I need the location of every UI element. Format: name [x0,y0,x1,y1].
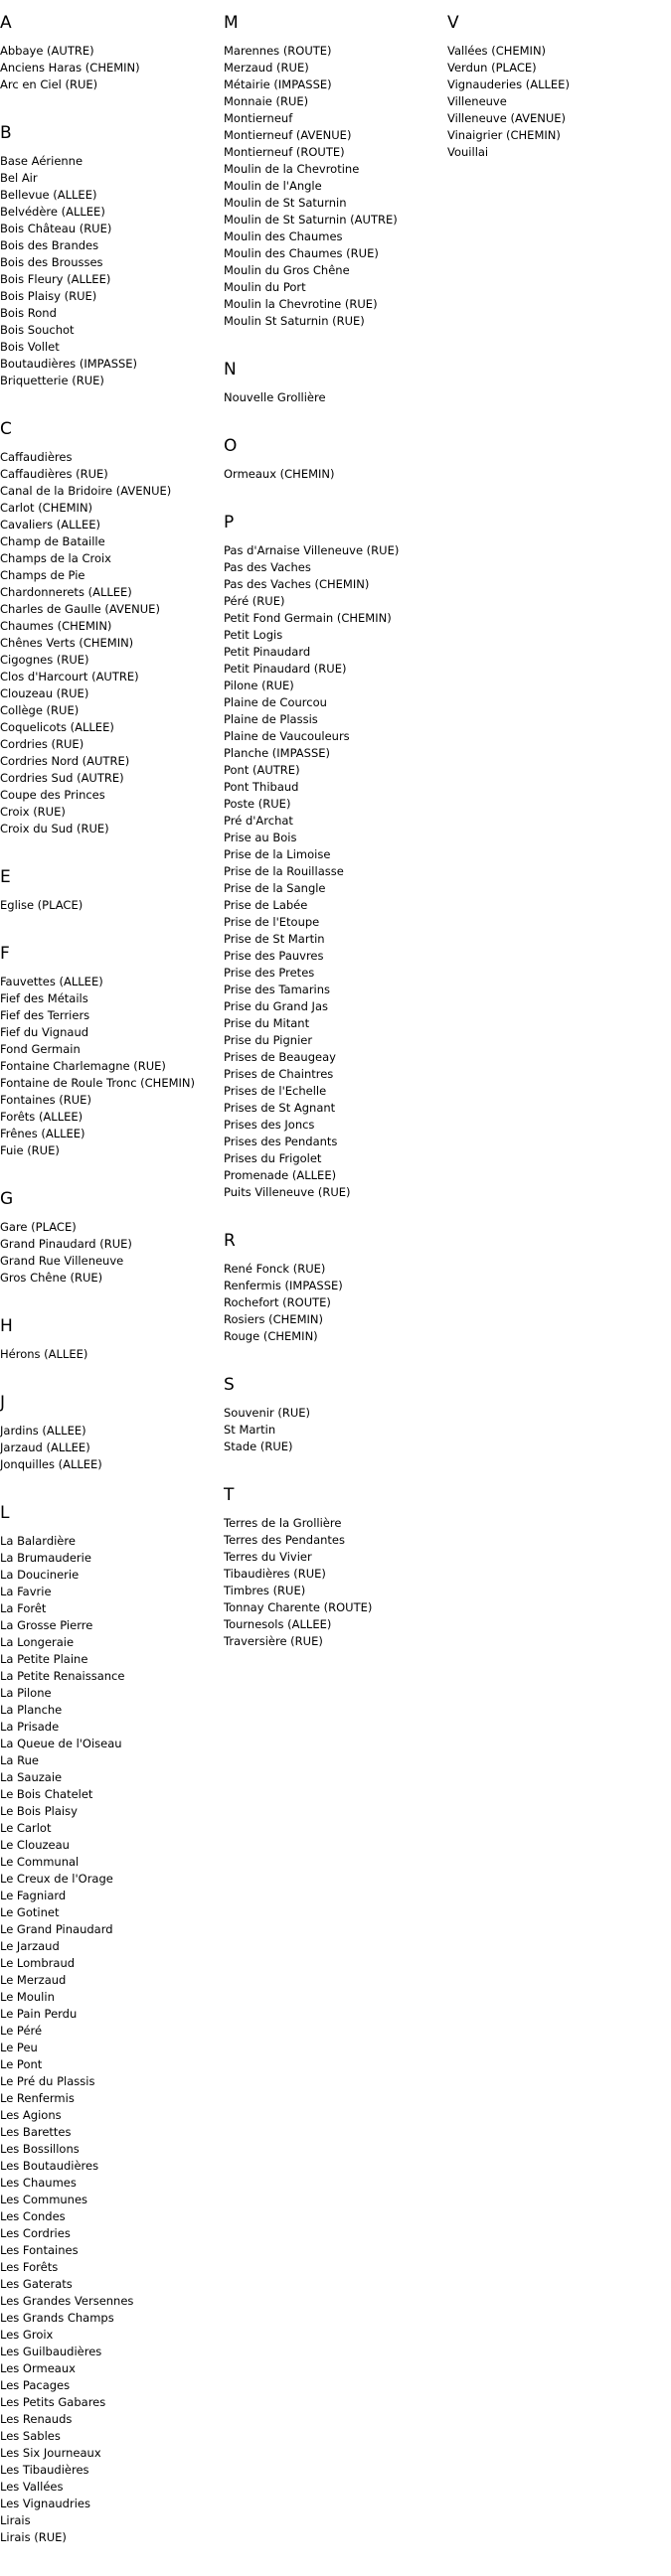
street-entry: Rouge (CHEMIN) [224,1329,318,1343]
street-entry: Tournesols (ALLEE) [224,1617,332,1631]
street-entry: Jarzaud (ALLEE) [0,1440,90,1454]
street-entry: Petit Pinaudard [224,645,311,659]
street-entry: Bois Plaisy (RUE) [0,289,97,303]
letter-group-f [0,944,219,1159]
street-entry: Gros Chêne (RUE) [0,1271,103,1285]
letter-heading: T [224,1485,235,1505]
street-entry: Monnaie (RUE) [224,94,309,108]
street-entry: Le Communal [0,1855,80,1869]
street-entry: Plaine de Vaucouleurs [224,729,350,743]
street-entry: Chaumes (CHEMIN) [0,619,112,633]
street-entry: Le Moulin [0,1990,55,2004]
letter-group-r [224,1231,442,1345]
street-entry: Champs de Pie [0,568,85,582]
street-entry: Cordries Sud (AUTRE) [0,771,124,785]
street-entry: Les Barettes [0,2125,72,2139]
street-entry: Bois des Brandes [0,238,99,252]
street-entry: Fief du Vignaud [0,1025,89,1039]
index-column-2 [224,13,442,1680]
street-entry: Cordries (RUE) [0,737,84,751]
street-entry: Les Agions [0,2108,62,2122]
street-entry: Canal de la Bridoire (AVENUE) [0,484,172,498]
street-entry: Les Guilbaudières [0,2345,102,2358]
street-entry: Le Pain Perdu [0,2007,78,2021]
street-entry: Souvenir (RUE) [224,1406,311,1420]
street-list [224,1405,442,1455]
street-entry: Gare (PLACE) [0,1220,77,1234]
street-entry: Moulin de St Saturnin (AUTRE) [224,213,398,227]
letter-group-n [224,360,442,406]
street-entry: Le Bois Plaisy [0,1804,78,1818]
street-entry: Bellevue (ALLEE) [0,188,97,202]
street-entry: Métairie (IMPASSE) [224,77,332,91]
street-entry: Les Cordries [0,2226,71,2240]
letter-heading: N [224,360,237,379]
street-entry: Villeneuve (AVENUE) [447,111,566,125]
street-entry: Jardins (ALLEE) [0,1424,86,1438]
street-entry: Montierneuf (ROUTE) [224,145,345,159]
street-entry: Pas des Vaches (CHEMIN) [224,577,370,591]
street-entry: Fontaine Charlemagne (RUE) [0,1059,166,1073]
letter-group-j [0,1393,219,1473]
street-entry: Les Vallées [0,2480,64,2494]
street-entry: Les Vignaudries [0,2497,90,2510]
street-entry: Le Peu [0,2041,38,2054]
street-entry: Les Condes [0,2209,66,2223]
street-entry: Moulin du Port [224,280,306,294]
street-entry: Péré (RUE) [224,594,285,608]
street-entry: Verdun (PLACE) [447,61,537,75]
street-entry: Petit Fond Germain (CHEMIN) [224,611,392,625]
street-entry: Fontaine de Roule Tronc (CHEMIN) [0,1076,195,1090]
street-entry: Prises des Pendants [224,1135,338,1148]
street-entry: Rochefort (ROUTE) [224,1295,331,1309]
street-list [224,389,442,406]
street-list [224,466,442,483]
street-entry: Moulin de l'Angle [224,179,322,193]
street-entry: Prises de St Agnant [224,1101,336,1115]
street-entry: Montierneuf (AVENUE) [224,128,352,142]
street-entry: Bois Fleury (ALLEE) [0,272,111,286]
street-entry: Prise du Pignier [224,1033,313,1047]
street-entry: Pont (AUTRE) [224,763,300,777]
letter-heading: A [0,13,12,33]
street-list [0,1219,219,1287]
street-entry: Poste (RUE) [224,797,291,811]
street-entry: Le Carlot [0,1821,52,1835]
street-entry: La Petite Renaissance [0,1669,125,1683]
street-entry: Prise au Bois [224,831,297,844]
letter-heading: M [224,13,239,33]
letter-heading: R [224,1231,236,1251]
street-entry: La Forêt [0,1601,47,1615]
street-list [0,974,219,1159]
street-entry: Bois Château (RUE) [0,222,112,235]
street-list [224,1261,442,1345]
street-entry: Vouillai [447,145,489,159]
letter-group-g [0,1189,219,1287]
letter-group-b [0,123,219,389]
index-column-3 [447,13,666,191]
street-entry: Les Gaterats [0,2277,73,2291]
street-entry: Terres du Vivier [224,1550,312,1564]
street-entry: Le Merzaud [0,1973,67,1987]
street-entry: Planche (IMPASSE) [224,746,331,760]
street-entry: La Rue [0,1753,39,1767]
street-entry: Puits Villeneuve (RUE) [224,1185,351,1199]
street-entry: La Balardière [0,1534,76,1548]
letter-heading: F [0,944,10,964]
street-entry: Vallées (CHEMIN) [447,44,547,58]
letter-group-c [0,419,219,837]
street-entry: Le Renfermis [0,2091,75,2105]
street-list [0,449,219,837]
street-entry: Renfermis (IMPASSE) [224,1279,343,1292]
street-entry: Bois Souchot [0,323,75,337]
street-entry: Eglise (PLACE) [0,898,84,912]
street-entry: Bois des Brousses [0,255,103,269]
street-entry: Moulin la Chevrotine (RUE) [224,297,378,311]
street-entry: Hérons (ALLEE) [0,1347,88,1361]
street-entry: Prises des Joncs [224,1118,315,1132]
street-entry: Coupe des Princes [0,788,105,802]
street-entry: La Brumauderie [0,1551,91,1565]
street-entry: Le Pont [0,2057,43,2071]
street-entry: Les Bossillons [0,2142,80,2156]
street-entry: La Queue de l'Oiseau [0,1737,122,1750]
street-entry: Cigognes (RUE) [0,653,89,667]
letter-group-e [0,867,219,914]
street-entry: Prises du Frigolet [224,1151,322,1165]
street-entry: Prises de l'Echelle [224,1084,327,1098]
street-entry: Tibaudières (RUE) [224,1567,326,1581]
street-entry: Les Grandes Versennes [0,2294,134,2308]
street-entry: Abbaye (AUTRE) [0,44,94,58]
street-entry: Grand Rue Villeneuve [0,1254,124,1268]
street-entry: Le Péré [0,2024,43,2038]
street-list [0,43,219,93]
letter-heading: G [0,1189,14,1209]
street-entry: Le Clouzeau [0,1838,70,1852]
street-list [0,1533,219,2546]
street-entry: Caffaudières (RUE) [0,467,108,481]
street-entry: Base Aérienne [0,154,84,168]
letter-group-v [447,13,666,161]
street-entry: Prise des Pretes [224,966,315,980]
index-column-1 [0,13,219,2576]
street-entry: Fontaines (RUE) [0,1093,91,1107]
street-entry: La Prisade [0,1720,60,1734]
street-entry: Grand Pinaudard (RUE) [0,1237,132,1251]
letter-heading: E [0,867,11,887]
street-entry: Carlot (CHEMIN) [0,501,93,515]
street-entry: Fief des Métails [0,991,88,1005]
letter-group-m [224,13,442,330]
street-entry: Marennes (ROUTE) [224,44,332,58]
street-entry: Terres des Pendantes [224,1533,345,1547]
street-entry: Briquetterie (RUE) [0,374,104,387]
street-entry: Lirais [0,2513,31,2527]
street-entry: Prise de Labée [224,898,308,912]
street-entry: Moulin St Saturnin (RUE) [224,314,365,328]
street-entry: Les Groix [0,2328,54,2342]
street-entry: Nouvelle Grollière [224,390,326,404]
street-entry: Clos d'Harcourt (AUTRE) [0,670,139,683]
street-entry: Tonnay Charente (ROUTE) [224,1600,373,1614]
street-entry: Caffaudières [0,450,73,464]
street-entry: Prise de la Rouillasse [224,864,344,878]
street-entry: Les Ormeaux [0,2361,76,2375]
street-entry: Fuie (RUE) [0,1143,60,1157]
street-entry: Les Grands Champs [0,2311,114,2325]
street-entry: Frênes (ALLEE) [0,1127,85,1140]
street-entry: Les Pacages [0,2378,71,2392]
street-entry: Le Fagniard [0,1889,67,1902]
street-entry: Prise de la Limoise [224,847,331,861]
street-entry: Cavaliers (ALLEE) [0,518,100,531]
street-list [224,43,442,330]
street-entry: Prise du Mitant [224,1016,310,1030]
street-entry: René Fonck (RUE) [224,1262,326,1276]
street-entry: La Doucinerie [0,1568,80,1582]
street-entry: Chardonnerets (ALLEE) [0,585,132,599]
street-entry: Moulin de St Saturnin [224,196,347,210]
street-list [224,542,442,1201]
letter-group-l [0,1503,219,2546]
street-entry: Le Jarzaud [0,1939,60,1953]
street-entry: Le Gotinet [0,1905,60,1919]
street-entry: Les Renauds [0,2412,73,2426]
street-list [224,1515,442,1650]
street-entry: Merzaud (RUE) [224,61,309,75]
street-entry: Moulin du Gros Chêne [224,263,350,277]
street-entry: Plaine de Plassis [224,712,318,726]
street-entry: Croix (RUE) [0,805,66,819]
street-entry: Arc en Ciel (RUE) [0,77,98,91]
street-entry: Cordries Nord (AUTRE) [0,754,130,768]
street-entry: Pas des Vaches [224,560,311,574]
street-entry: Traversière (RUE) [224,1634,323,1648]
street-entry: Lirais (RUE) [0,2530,67,2544]
street-entry: La Favrie [0,1585,52,1598]
letter-heading: J [0,1393,6,1413]
street-entry: Les Six Journeaux [0,2446,101,2460]
letter-group-t [224,1485,442,1650]
street-entry: Fond Germain [0,1042,81,1056]
street-entry: Jonquilles (ALLEE) [0,1457,102,1471]
letter-heading: P [224,513,235,532]
letter-heading: L [0,1503,10,1523]
street-entry: Montierneuf [224,111,293,125]
street-entry: Villeneuve [447,94,507,108]
street-entry: Prise de St Martin [224,932,325,946]
street-entry: Charles de Gaulle (AVENUE) [0,602,160,616]
street-entry: Forêts (ALLEE) [0,1110,84,1124]
street-list [0,897,219,914]
street-list [0,1346,219,1363]
street-entry: Vignauderies (ALLEE) [447,77,570,91]
street-entry: Pas d'Arnaise Villeneuve (RUE) [224,543,400,557]
street-entry: Fauvettes (ALLEE) [0,975,103,988]
letter-group-s [224,1375,442,1455]
street-entry: Plaine de Courcou [224,695,327,709]
street-entry: Les Sables [0,2429,61,2443]
street-entry: Anciens Haras (CHEMIN) [0,61,140,75]
street-entry: La Sauzaie [0,1770,63,1784]
street-entry: Prise des Tamarins [224,983,331,996]
letter-heading: C [0,419,12,439]
street-list [0,153,219,389]
letter-group-o [224,436,442,483]
street-entry: Moulin des Chaumes [224,229,343,243]
street-list [0,1423,219,1473]
street-entry: Le Pré du Plassis [0,2074,95,2088]
street-entry: Champ de Bataille [0,534,105,548]
street-entry: Les Communes [0,2193,88,2206]
street-entry: Pont Thibaud [224,780,299,794]
street-entry: Bel Air [0,171,38,185]
street-entry: Bois Vollet [0,340,60,354]
street-entry: Rosiers (CHEMIN) [224,1312,323,1326]
street-entry: Chênes Verts (CHEMIN) [0,636,134,650]
street-entry: Vinaigrier (CHEMIN) [447,128,561,142]
street-entry: St Martin [224,1423,276,1437]
street-entry: Prises de Chaintres [224,1067,334,1081]
street-entry: Moulin des Chaumes (RUE) [224,246,379,260]
street-entry: Les Fontaines [0,2243,79,2257]
street-entry: Le Grand Pinaudard [0,1922,113,1936]
street-entry: La Grosse Pierre [0,1618,93,1632]
street-entry: Collège (RUE) [0,703,80,717]
letter-group-h [0,1316,219,1363]
street-entry: Les Tibaudières [0,2463,89,2477]
letter-heading: B [0,123,12,143]
street-entry: Bois Rond [0,306,57,320]
street-entry: Moulin de la Chevrotine [224,162,360,176]
street-entry: Prise du Grand Jas [224,999,328,1013]
street-entry: La Planche [0,1703,63,1717]
street-entry: Champs de la Croix [0,551,111,565]
street-entry: Le Lombraud [0,1956,76,1970]
letter-group-p [224,513,442,1201]
street-entry: Les Forêts [0,2260,59,2274]
street-entry: Timbres (RUE) [224,1584,306,1597]
street-entry: Petit Logis [224,628,283,642]
letter-heading: O [224,436,238,456]
street-entry: Prise des Pauvres [224,949,324,963]
street-entry: Petit Pinaudard (RUE) [224,662,347,676]
street-entry: Promenade (ALLEE) [224,1168,337,1182]
street-entry: Fief des Terriers [0,1008,90,1022]
street-entry: Les Chaumes [0,2176,77,2190]
street-entry: Les Petits Gabares [0,2395,106,2409]
letter-heading: H [0,1316,13,1336]
letter-heading: V [447,13,459,33]
street-entry: Le Bois Chatelet [0,1787,93,1801]
street-entry: Pré d'Archat [224,814,293,828]
street-entry: La Petite Plaine [0,1652,88,1666]
street-entry: Coquelicots (ALLEE) [0,720,114,734]
street-entry: La Pilone [0,1686,52,1700]
letter-group-a [0,13,219,93]
street-entry: Croix du Sud (RUE) [0,822,109,835]
street-entry: Pilone (RUE) [224,679,294,692]
street-entry: Les Boutaudières [0,2159,99,2173]
letter-heading: S [224,1375,235,1395]
street-entry: Le Creux de l'Orage [0,1872,113,1886]
street-entry: Belvédère (ALLEE) [0,205,105,219]
street-entry: Prise de l'Etoupe [224,915,320,929]
street-entry: La Longeraie [0,1635,75,1649]
street-entry: Ormeaux (CHEMIN) [224,467,335,481]
street-entry: Clouzeau (RUE) [0,686,89,700]
street-entry: Prises de Beaugeay [224,1050,336,1064]
street-entry: Stade (RUE) [224,1440,293,1453]
street-entry: Boutaudières (IMPASSE) [0,357,138,371]
street-entry: Prise de la Sangle [224,881,326,895]
street-entry: Terres de la Grollière [224,1516,342,1530]
street-list [447,43,666,161]
